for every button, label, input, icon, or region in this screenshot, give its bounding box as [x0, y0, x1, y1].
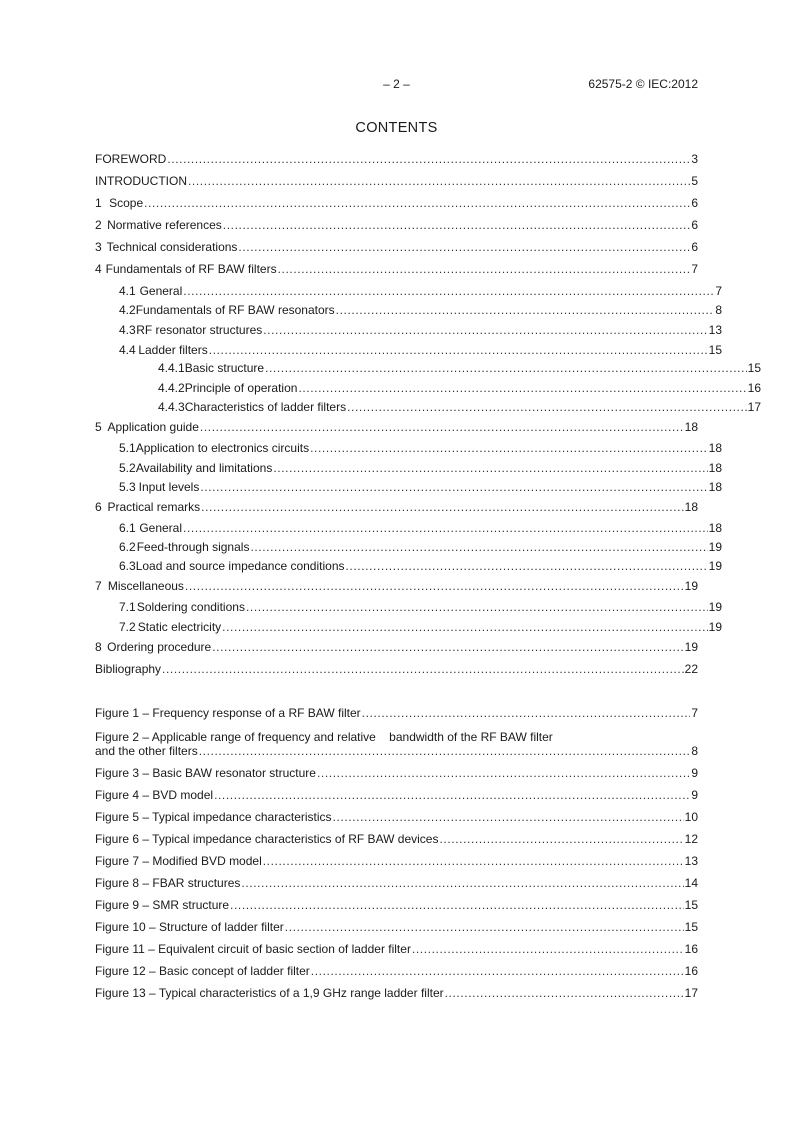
toc-entry-number: 8 [95, 640, 102, 654]
toc-entry-number: 5.2 [119, 461, 136, 475]
figure-dot-leader [333, 809, 684, 825]
toc-entry-title: Application guide [107, 420, 199, 434]
toc-entry[interactable] [95, 283, 722, 299]
toc-entry[interactable] [95, 539, 722, 555]
toc-entry-title: Load and source impedance conditions [135, 559, 345, 573]
figure-entry[interactable] [95, 787, 698, 803]
toc-entry[interactable] [95, 499, 698, 515]
figure-dot-leader [362, 705, 691, 721]
toc-entry-page: 15 [747, 361, 761, 375]
toc-entry-page: 19 [708, 600, 722, 614]
toc-entry-title: Bibliography [95, 662, 162, 676]
toc-entry-page: 22 [684, 662, 698, 676]
toc-entry-page: 19 [708, 559, 722, 573]
figure-entry-title: Figure 5 – Typical impedance characteristics [95, 810, 332, 824]
toc-entry[interactable] [95, 479, 722, 495]
toc-entry-page: 6 [691, 218, 698, 232]
toc-entry-page: 18 [708, 521, 722, 535]
figure-entry-title: Figure 4 – BVD model [95, 788, 214, 802]
toc-entry-title: Principle of operation [184, 381, 298, 395]
toc-entry[interactable] [95, 399, 761, 415]
toc-entry-title: Static electricity [137, 620, 222, 634]
figure-entry-page: 9 [691, 788, 698, 802]
figure-entry-page: 7 [691, 706, 698, 720]
toc-dot-leader [185, 578, 684, 594]
toc-entry-page: 16 [747, 381, 761, 395]
toc-entry-page: 18 [684, 500, 698, 514]
figure-entry-title: Figure 12 – Basic concept of ladder filter [95, 964, 310, 978]
figure-entry-title: Figure 13 – Typical characteristics of a 1,9 GHz range ladder filter [95, 986, 444, 1000]
toc-entry-page: 8 [715, 303, 722, 317]
figure-entry-page: 15 [684, 920, 698, 934]
figure-entry-page: 8 [691, 744, 698, 758]
figure-dot-leader [199, 743, 691, 759]
toc-dot-leader [183, 283, 714, 299]
figure-dot-leader [317, 765, 690, 781]
toc-entry-title: Fundamentals of RF BAW resonators [135, 303, 335, 317]
toc-entry-page: 6 [691, 240, 698, 254]
toc-entry-number: 4.4.2 [158, 381, 185, 395]
figure-entry-page: 13 [684, 854, 698, 868]
toc-entry-title: Input levels [138, 480, 200, 494]
figure-entry[interactable] [95, 941, 698, 957]
toc-entry-page: 15 [708, 343, 722, 357]
toc-entry[interactable] [95, 302, 722, 318]
figure-entry-page: 12 [684, 832, 698, 846]
toc-entry-title: Ladder filters [138, 343, 208, 357]
toc-dot-leader [200, 419, 684, 435]
toc-dot-leader [310, 440, 708, 456]
figure-entry[interactable] [95, 853, 698, 869]
toc-entry-number: 4 [95, 262, 102, 276]
toc-entry-number: 2 [95, 218, 102, 232]
toc-dot-leader [346, 558, 708, 574]
figure-entry-title: Figure 6 – Typical impedance characteristics of RF BAW devices [95, 832, 439, 846]
toc-entry[interactable] [95, 173, 698, 189]
toc-entry-title: General [139, 521, 183, 535]
figure-entry-title: Figure 1 – Frequency response of a RF BAW filter [95, 706, 361, 720]
toc-dot-leader [183, 520, 708, 536]
toc-entry-title: Technical considerations [106, 240, 238, 254]
toc-entry-title: Application to electronics circuits [135, 441, 310, 455]
toc-entry-page: 5 [691, 174, 698, 188]
toc-dot-leader [209, 342, 708, 358]
toc-entry[interactable] [95, 599, 722, 615]
toc-dot-leader [250, 539, 707, 555]
figure-entry-title: Figure 3 – Basic BAW resonator structure [95, 766, 316, 780]
toc-entry-title: FOREWORD [95, 152, 167, 166]
toc-entry[interactable] [95, 261, 698, 277]
toc-entry-page: 13 [708, 323, 722, 337]
figure-entry-title: and the other filters [95, 744, 198, 758]
toc-entry-title: INTRODUCTION [95, 174, 187, 188]
toc-entry-page: 18 [708, 480, 722, 494]
toc-dot-leader [144, 195, 690, 211]
toc-entry-title: Ordering procedure [107, 640, 212, 654]
toc-entry-page: 7 [691, 262, 698, 276]
toc-entry-page: 18 [684, 420, 698, 434]
toc-entry[interactable] [95, 639, 698, 655]
toc-dot-leader [222, 619, 707, 635]
toc-entry-title: Basic structure [184, 361, 265, 375]
toc-entry-number: 5.3 [119, 480, 136, 494]
toc-entry-number: 4.2 [119, 303, 136, 317]
figure-entry-page: 16 [684, 964, 698, 978]
toc-entry-title: Miscellaneous [107, 579, 184, 593]
toc-dot-leader [263, 322, 707, 338]
toc-entry-number: 4.3 [119, 323, 136, 337]
figure-entry-page: 9 [691, 766, 698, 780]
figure-entry[interactable] [95, 875, 698, 891]
toc-entry[interactable] [95, 360, 761, 376]
toc-entry-page: 18 [708, 461, 722, 475]
toc-entry-title: Scope [109, 196, 144, 210]
toc-entry-page: 19 [708, 620, 722, 634]
toc-entry-number: 4.4.1 [158, 361, 185, 375]
toc-dot-leader [188, 173, 690, 189]
toc-entry-number: 3 [95, 240, 102, 254]
toc-entry-number: 1 [95, 196, 102, 210]
figure-dot-leader [263, 853, 684, 869]
figure-entry[interactable] [95, 985, 698, 1001]
figure-dot-leader [412, 941, 684, 957]
page-title: CONTENTS [355, 120, 438, 136]
figure-entry-page: 15 [684, 898, 698, 912]
toc-dot-leader [200, 479, 707, 495]
toc-entry-number: 6.2 [119, 540, 136, 554]
toc-entry[interactable] [95, 520, 722, 536]
page-number: – 2 – [383, 77, 410, 91]
toc-entry[interactable] [95, 342, 722, 358]
figure-entry-page: 10 [684, 810, 698, 824]
figure-dot-leader [285, 919, 684, 935]
toc-entry-title: Characteristics of ladder filters [184, 400, 347, 414]
figure-entry-title: Figure 9 – SMR structure [95, 898, 230, 912]
figure-entry[interactable] [95, 831, 698, 847]
toc-entry[interactable] [95, 380, 761, 396]
toc-entry-title: Feed-through signals [136, 540, 250, 554]
toc-entry-page: 3 [691, 152, 698, 166]
figure-dot-leader [214, 787, 690, 803]
figure-entry-title: Figure 8 – FBAR structures [95, 876, 241, 890]
toc-entry-title: Fundamentals of RF BAW filters [105, 262, 277, 276]
toc-entry[interactable] [95, 460, 722, 476]
toc-dot-leader [265, 360, 747, 376]
toc-entry[interactable] [95, 322, 722, 338]
toc-entry-number: 7.1 [119, 600, 136, 614]
toc-entry[interactable] [95, 619, 722, 635]
toc-dot-leader [336, 302, 715, 318]
figure-entry-page: 17 [684, 986, 698, 1000]
figure-entry[interactable] [95, 705, 698, 721]
toc-dot-leader [246, 599, 708, 615]
toc-dot-leader [201, 499, 684, 515]
toc-entry-number: 4.4 [119, 343, 136, 357]
toc-dot-leader [167, 151, 690, 167]
toc-dot-leader [238, 239, 690, 255]
toc-entry[interactable] [95, 578, 698, 594]
toc-entry-number: 7.2 [119, 620, 136, 634]
figure-entry[interactable] [95, 743, 698, 759]
toc-entry-number: 6.3 [119, 559, 136, 573]
toc-entry[interactable] [95, 558, 722, 574]
figure-entry-page: 16 [684, 942, 698, 956]
figure-entry[interactable] [95, 963, 698, 979]
figure-entry[interactable] [95, 897, 698, 913]
toc-entry-number: 4.4.3 [158, 400, 185, 414]
figure-dot-leader [439, 831, 683, 847]
toc-entry-title: Normative references [107, 218, 222, 232]
toc-entry-title: Availability and limitations [135, 461, 273, 475]
document-reference: 62575-2 © IEC:2012 [588, 77, 698, 91]
toc-dot-leader [347, 399, 747, 415]
toc-entry-page: 19 [684, 579, 698, 593]
toc-entry[interactable] [95, 239, 698, 255]
toc-dot-leader [162, 661, 684, 677]
toc-entry-number: 6.1 [119, 521, 136, 535]
toc-entry-page: 17 [747, 400, 761, 414]
figure-entry-title: Figure 7 – Modified BVD model [95, 854, 262, 868]
toc-entry-page: 7 [715, 284, 722, 298]
toc-entry[interactable] [95, 661, 698, 677]
toc-dot-leader [278, 261, 691, 277]
toc-entry-page: 19 [708, 540, 722, 554]
toc-entry[interactable] [95, 151, 698, 167]
toc-entry-number: 7 [95, 579, 102, 593]
figure-entry-title: Figure 10 – Structure of ladder filter [95, 920, 284, 934]
toc-dot-leader [273, 460, 707, 476]
figure-entry-page: 14 [684, 876, 698, 890]
figure-dot-leader [241, 875, 683, 891]
figure-dot-leader [445, 985, 684, 1001]
figure-entry[interactable] [95, 919, 698, 935]
figure-entry[interactable] [95, 765, 698, 781]
toc-entry-number: 4.1 [119, 284, 136, 298]
toc-entry-title: Soldering conditions [136, 600, 245, 614]
figure-dot-leader [311, 963, 684, 979]
toc-dot-leader [223, 217, 691, 233]
toc-entry-title: General [139, 284, 183, 298]
toc-entry-number: 5 [95, 420, 102, 434]
toc-entry-title: RF resonator structures [136, 323, 263, 337]
toc-entry[interactable] [95, 440, 722, 456]
toc-dot-leader [298, 380, 746, 396]
toc-entry[interactable] [95, 217, 698, 233]
toc-dot-leader [212, 639, 683, 655]
figure-entry-title: Figure 11 – Equivalent circuit of basic section of ladder filter [95, 942, 411, 956]
toc-entry-title: Practical remarks [107, 500, 201, 514]
toc-entry-page: 19 [684, 640, 698, 654]
figure-dot-leader [230, 897, 684, 913]
toc-entry-number: 5.1 [119, 441, 136, 455]
figure-entry-title-line1: Figure 2 – Applicable range of frequency and relative bandwidth of the RF BAW filter [95, 730, 553, 744]
toc-entry[interactable] [95, 419, 698, 435]
toc-entry[interactable] [95, 195, 698, 211]
figure-entry[interactable] [95, 809, 698, 825]
toc-entry-page: 18 [708, 441, 722, 455]
toc-entry-page: 6 [691, 196, 698, 210]
toc-entry-number: 6 [95, 500, 102, 514]
